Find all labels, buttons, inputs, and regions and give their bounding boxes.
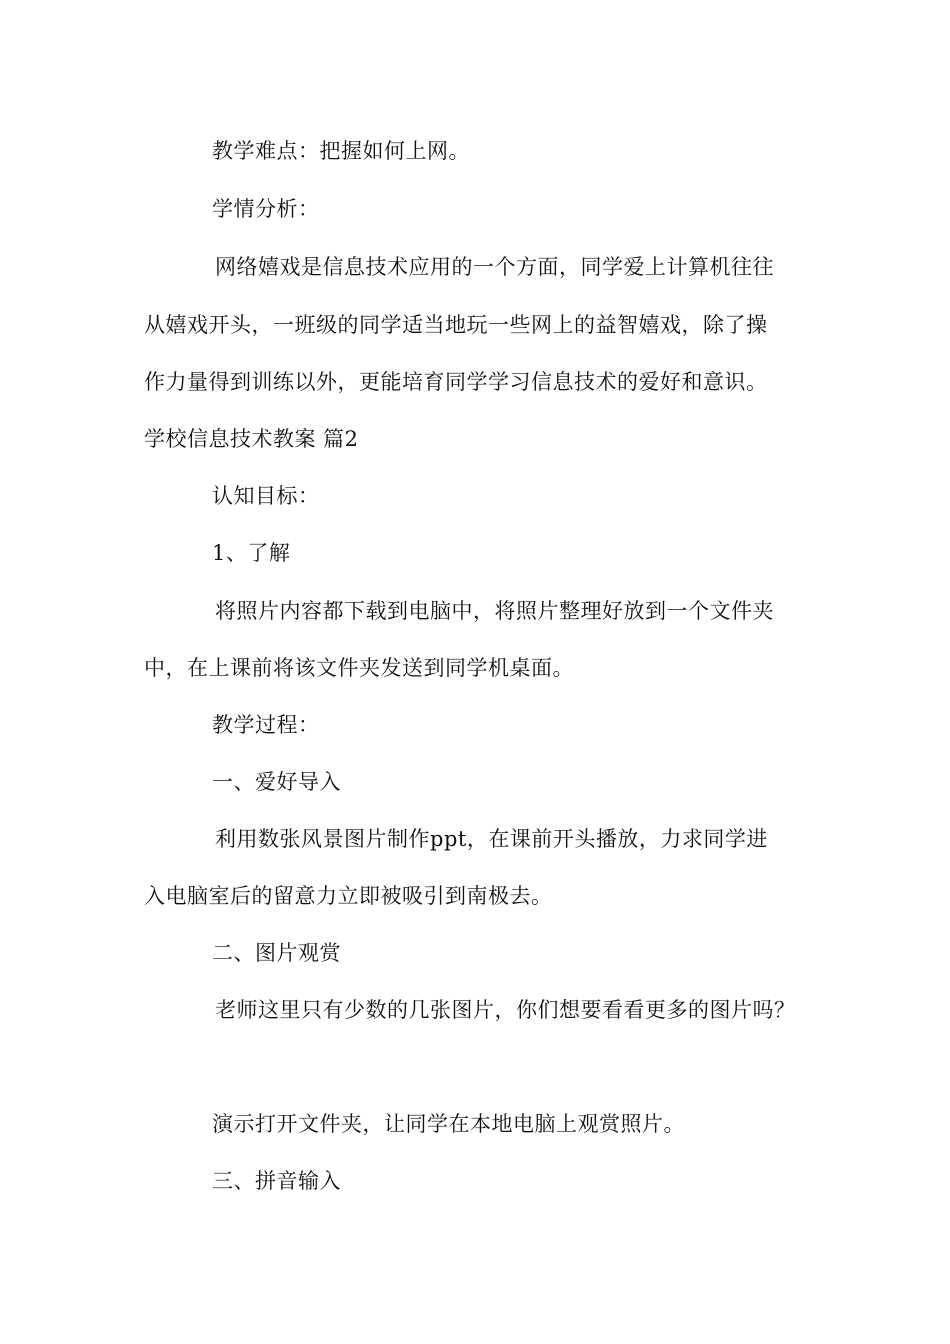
paragraph-line: 利用数张风景图片制作ppt，在课前开头播放，力求同学进 [215,827,768,851]
process-heading: 教学过程： [212,713,320,737]
step-heading: 二、图片观赏 [212,941,341,965]
paragraph-line: 将照片内容都下载到电脑中，将照片整理好放到一个文件夹 [215,599,774,623]
step-heading: 三、拼音输入 [212,1169,341,1193]
section-title: 学校信息技术教案 篇2 [144,427,359,451]
analysis-heading: 学情分析： [212,197,320,221]
cognitive-goal-heading: 认知目标： [212,484,320,508]
paragraph-line: 中，在上课前将该文件夹发送到同学机桌面。 [144,656,574,680]
paragraph-line: 网络嬉戏是信息技术应用的一个方面，同学爱上计算机往往 [215,255,774,279]
difficulty-line: 教学难点：把握如何上网。 [212,139,470,163]
paragraph-line: 作力量得到训练以外，更能培育同学学习信息技术的爱好和意识。 [144,370,768,394]
paragraph-line: 入电脑室后的留意力立即被吸引到南极去。 [144,884,553,908]
list-item: 1、了解 [212,541,291,565]
paragraph-line: 演示打开文件夹，让同学在本地电脑上观赏照片。 [212,1112,685,1136]
paragraph-line: 老师这里只有少数的几张图片，你们想要看看更多的图片吗？ [215,998,796,1022]
paragraph-line: 从嬉戏开头，一班级的同学适当地玩一些网上的益智嬉戏，除了操 [144,313,768,337]
step-heading: 一、爱好导入 [212,770,341,794]
